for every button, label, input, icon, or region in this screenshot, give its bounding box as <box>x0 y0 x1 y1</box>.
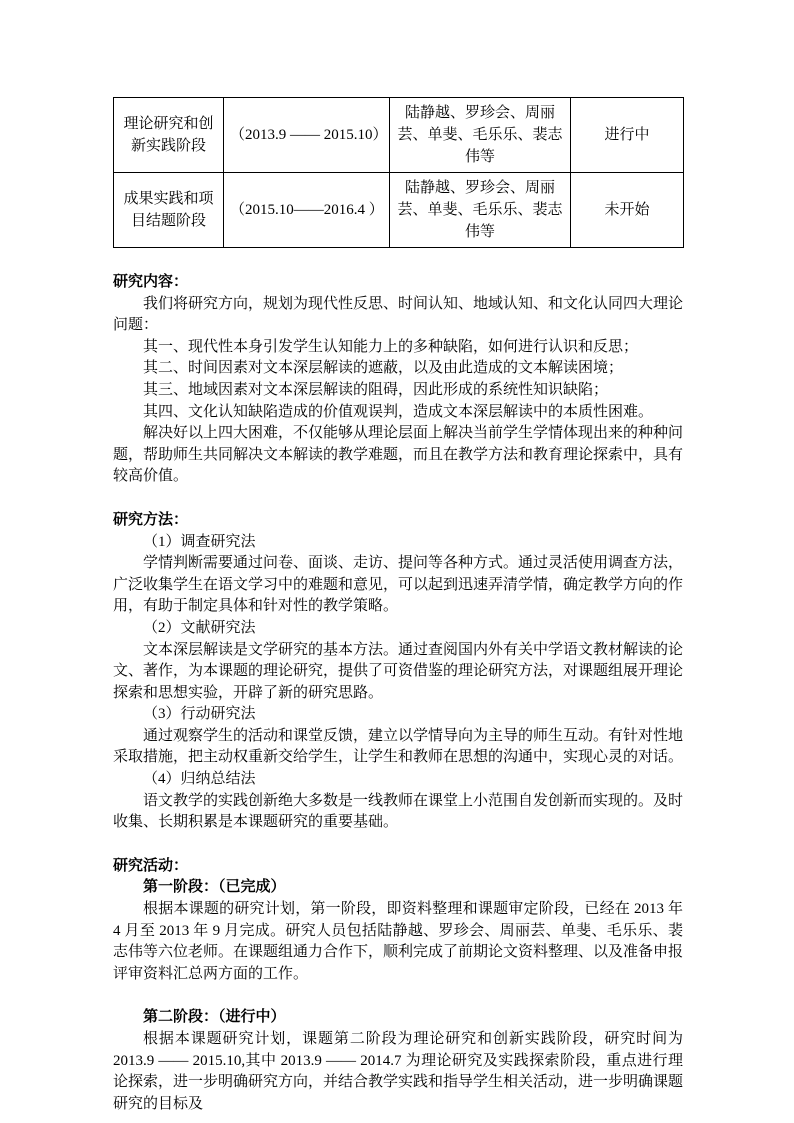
section-research-activities <box>113 856 683 1116</box>
stage-body: 根据本课题的研究计划，第一阶段，即资料整理和课题审定阶段，已经在 2013 年 4 月至 2013 年 9 月完成。研究人员包括陆静越、罗珍会、周丽芸、单斐、毛乐乐、裴志伟等六位老师。在课题组通力合作下，顺利完成了前期论文资料整理、以及准备申报评审资料汇总两方面的工作。 <box>113 901 684 982</box>
status-cell: 未开始 <box>571 173 684 248</box>
section-research-methods <box>113 510 683 834</box>
research-content-conclusion: 解决好以上四大困难，不仅能够从理论层面上解决当前学生学情体现出来的种种问题，帮助师生共同解决文本解读的教学难题，而且在教学方法和教育理论探索中，具有较高价值。 <box>113 425 684 485</box>
method-label: （2）文献研究法 <box>143 619 256 636</box>
research-methods-heading: 研究方法： <box>113 511 189 528</box>
stage-cell: 成果实践和项目结题阶段 <box>114 173 224 248</box>
stage-body: 根据本课题研究计划，课题第二阶段为理论研究和创新实践阶段，研究时间为 2013.9 —— 2015.10,其中 2013.9 —— 2014.7 为理论研究及实践探索阶段，重点进行理论探索，进一步明确研究方向，并结合教学实践和指导学生相关活动，进一步明确课题研究的目标及 <box>113 1031 684 1112</box>
research-content-item: 其四、文化认知缺陷造成的价值观误判，造成文本深层解读中的本质性困难。 <box>143 403 654 420</box>
period-cell: （2015.10——2016.4 ） <box>224 173 390 248</box>
period-cell: （2013.9 —— 2015.10） <box>224 98 390 173</box>
research-schedule-table <box>113 97 684 248</box>
research-activities-heading: 研究活动： <box>113 857 189 874</box>
method-label: （1）调查研究法 <box>143 533 256 550</box>
research-content-item: 其二、时间因素对文本深层解读的遮蔽，以及由此造成的文本解读困境； <box>143 360 624 377</box>
stage-title: 第一阶段：（已完成） <box>143 879 286 896</box>
table-row <box>114 173 684 248</box>
status-cell: 进行中 <box>571 98 684 173</box>
method-body: 学情判断需要通过问卷、面谈、走访、提问等各种方式。通过灵活使用调查方法，广泛收集学生在语文学习中的难题和意见，可以起到迅速弄清学情，确定教学方向的作用，有助于制定具体和针对性的教学策略。 <box>113 555 684 615</box>
stage-cell: 理论研究和创新实践阶段 <box>114 98 224 173</box>
research-content-intro: 我们将研究方向，规划为现代性反思、时间认知、地域认知、和文化认同四大理论问题： <box>113 295 684 334</box>
method-body: 文本深层解读是文学研究的基本方法。通过查阅国内外有关中学语文教材解读的论文、著作，为本课题的理论研究，提供了可资借鉴的理论研究方法，对课题组展开理论探索和思想实验，开辟了新的研究思路。 <box>113 641 684 701</box>
section-research-content <box>113 272 683 488</box>
research-content-item: 其一、现代性本身引发学生认知能力上的多种缺陷，如何进行认识和反思； <box>143 338 639 355</box>
research-content-heading: 研究内容： <box>113 274 189 290</box>
method-label: （3）行动研究法 <box>143 706 256 723</box>
method-body: 通过观察学生的活动和课堂反馈，建立以学情导向为主导的师生互动。有针对性地采取措施，把主动权重新交给学生，让学生和教师在思想的沟通中，实现心灵的对话。 <box>113 727 684 766</box>
research-content-item: 其三、地域因素对文本深层解读的阻碍，因此形成的系统性知识缺陷； <box>143 381 609 398</box>
table-row <box>114 98 684 173</box>
members-cell: 陆静越、罗珍会、周丽芸、单斐、毛乐乐、裴志伟等 <box>390 173 571 248</box>
method-label: （4）归纳总结法 <box>143 771 256 788</box>
stage-title: 第二阶段：（进行中） <box>143 1009 286 1026</box>
members-cell: 陆静越、罗珍会、周丽芸、单斐、毛乐乐、裴志伟等 <box>390 98 571 173</box>
method-body: 语文教学的实践创新绝大多数是一线教师在课堂上小范围自发创新而实现的。及时收集、长期积累是本课题研究的重要基础。 <box>113 792 684 831</box>
